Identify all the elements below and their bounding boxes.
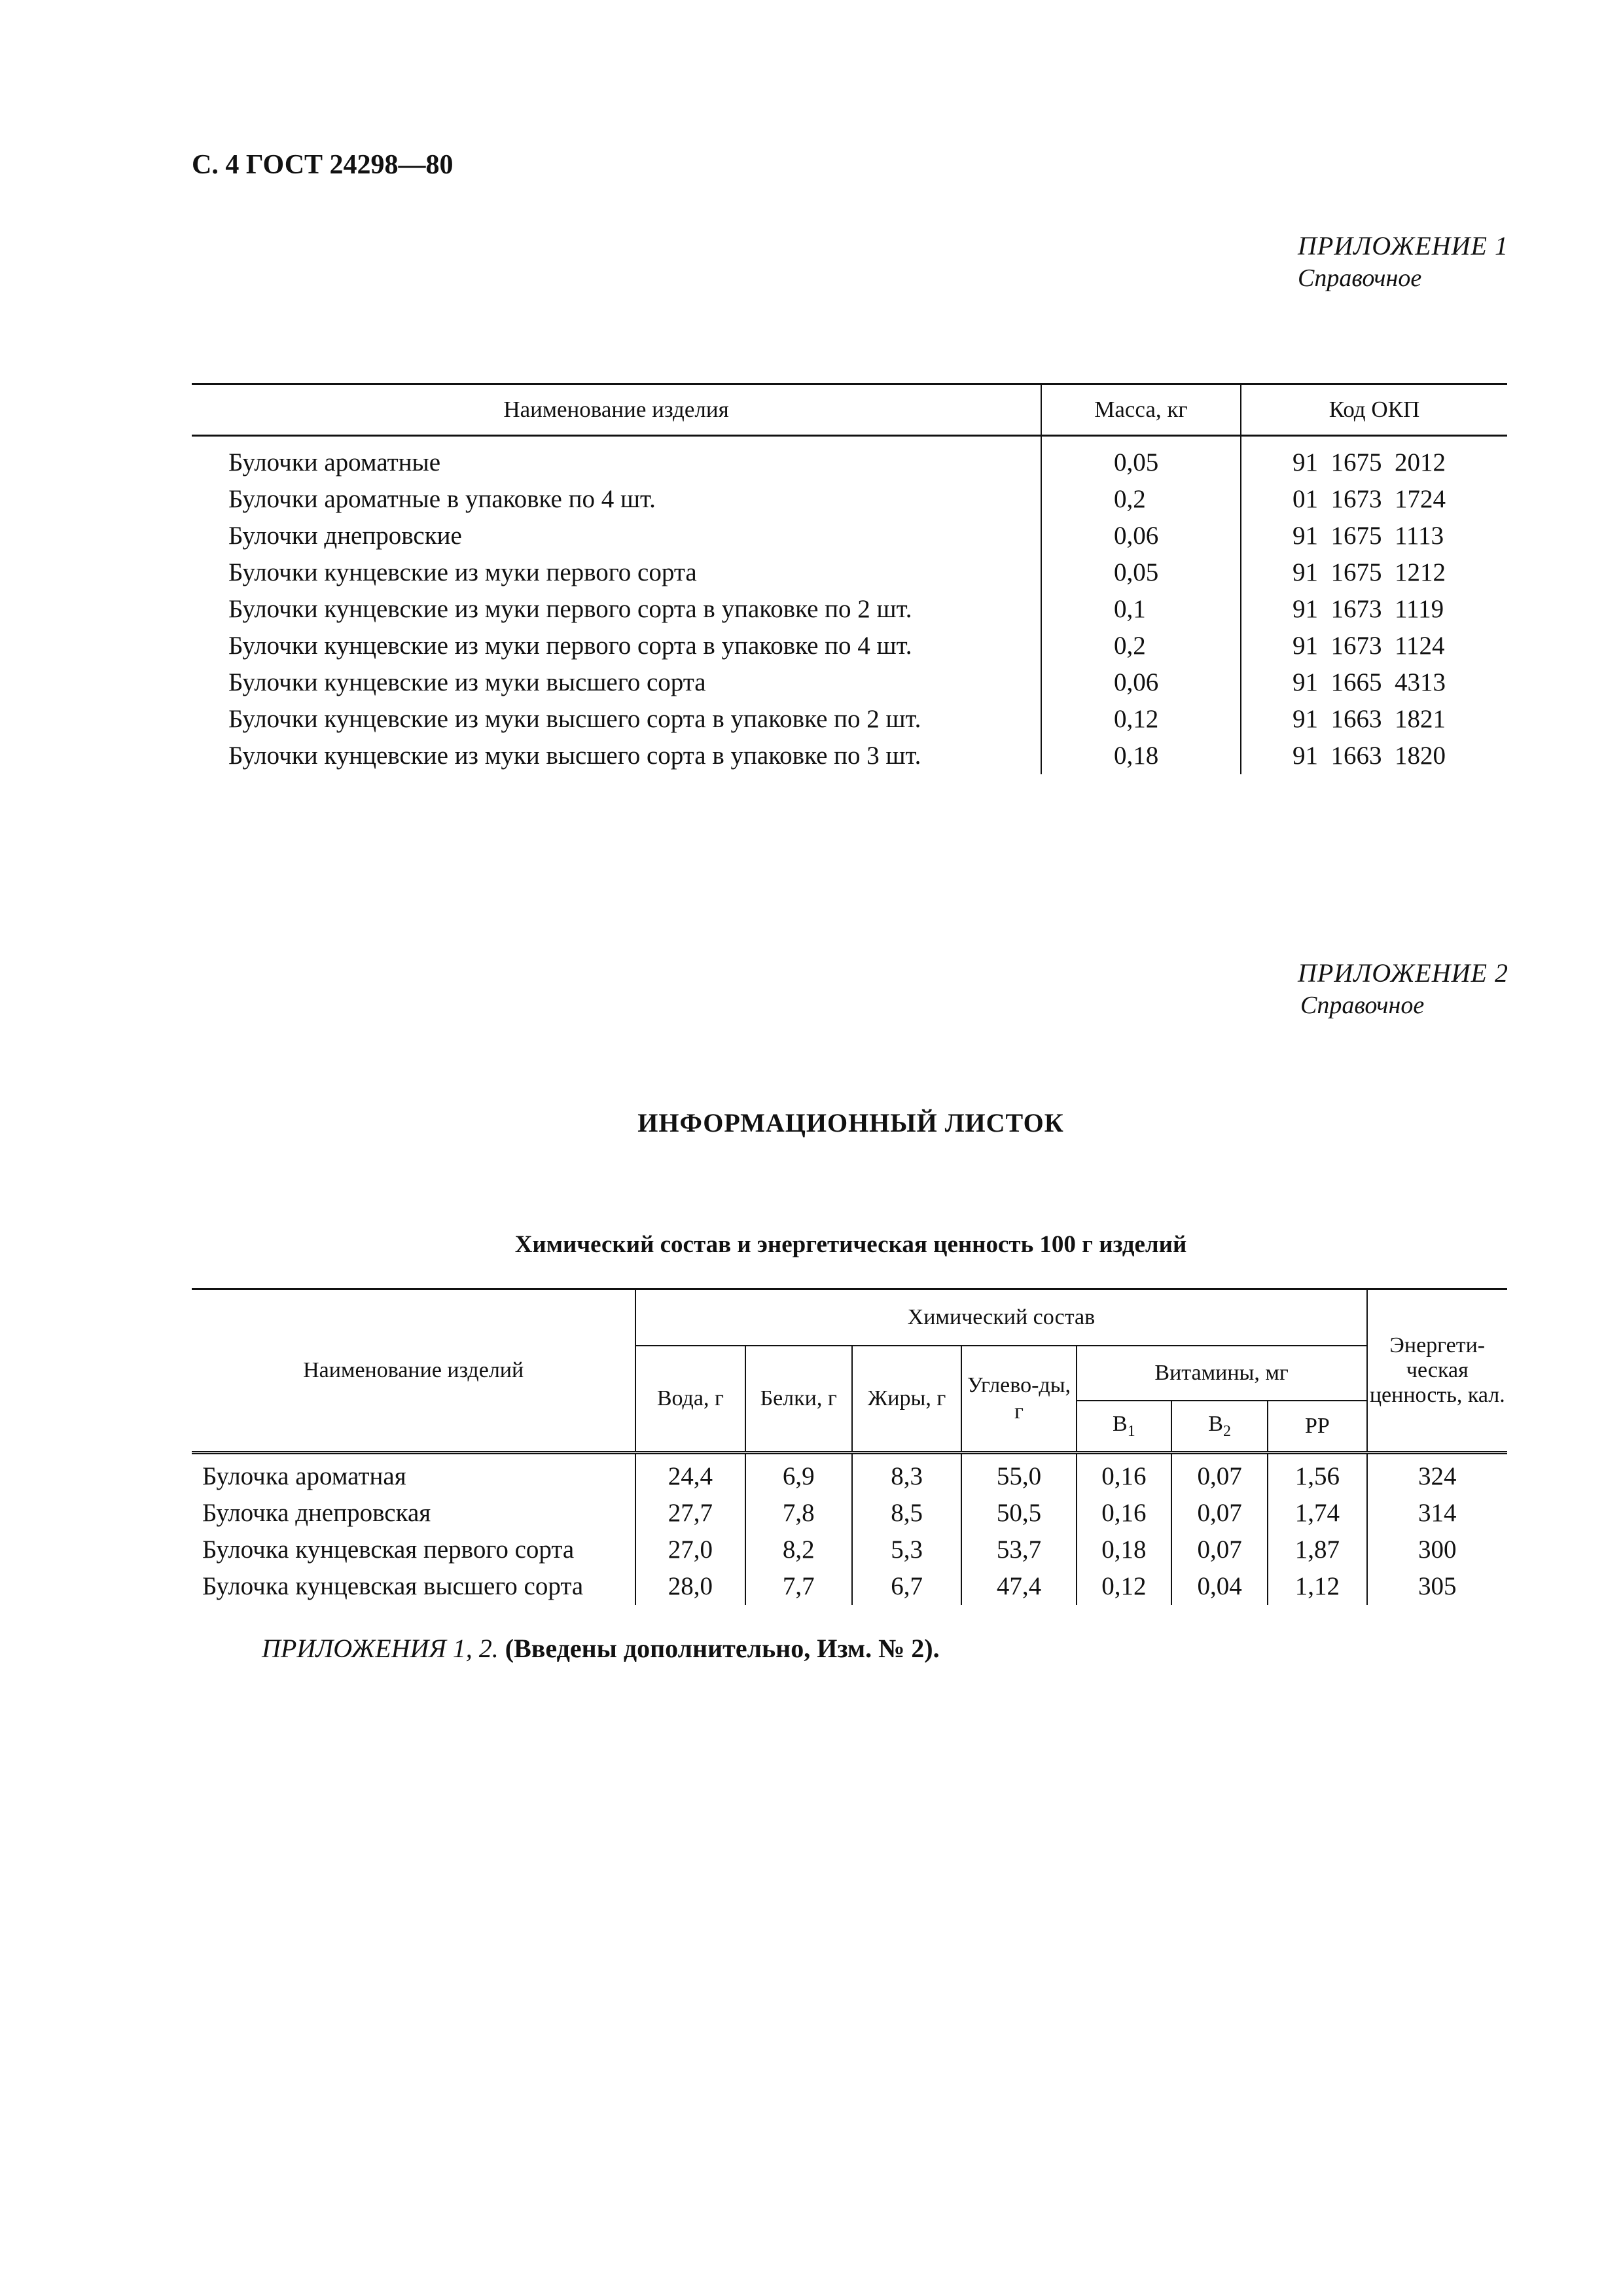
okp-code-cell: 91 1665 4313 <box>1241 664 1507 701</box>
appendix-1-label <box>1298 230 1508 293</box>
table-row <box>192 1495 1507 1532</box>
table-row <box>192 628 1507 664</box>
page-header: С. 4 ГОСТ 24298—80 <box>192 150 454 180</box>
mass-cell: 0,2 <box>1041 628 1241 664</box>
table-row <box>192 436 1507 482</box>
col-header-product-name: Наименование изделий <box>192 1289 635 1453</box>
mass-cell: 0,2 <box>1041 481 1241 518</box>
carbs-cell: 53,7 <box>961 1532 1076 1568</box>
b1-cell: 0,16 <box>1077 1495 1171 1532</box>
product-name-cell: Булочки днепровские <box>228 522 462 550</box>
product-name-cell: Булочки ароматные <box>228 448 441 476</box>
water-cell: 27,0 <box>635 1532 745 1568</box>
product-name-cell: Булочки кунцевские из муки первого сорта <box>228 558 697 586</box>
table-row <box>192 664 1507 701</box>
mass-cell: 0,05 <box>1041 554 1241 591</box>
col-header-protein: Белки, г <box>745 1346 852 1453</box>
carbs-cell: 55,0 <box>961 1453 1076 1496</box>
col-header-carbs: Углево-ды, г <box>961 1346 1076 1453</box>
table-row <box>192 591 1507 628</box>
col-header-b2: $В_2$ <box>1171 1401 1268 1453</box>
table2-caption: Химический состав и энергетическая ценность 100 г изделий <box>514 1231 1187 1258</box>
protein-cell: 6,9 <box>745 1453 852 1496</box>
b1-cell: 0,12 <box>1077 1568 1171 1605</box>
b2-cell: 0,04 <box>1171 1568 1268 1605</box>
chemical-composition-table <box>192 1288 1507 1605</box>
table-row <box>192 1568 1507 1605</box>
pp-cell: 1,74 <box>1268 1495 1366 1532</box>
mass-cell: 0,05 <box>1041 436 1241 482</box>
okp-code-cell: 91 1673 1124 <box>1241 628 1507 664</box>
product-name-cell: Булочки ароматные в упаковке по 4 шт. <box>228 485 656 513</box>
energy-cell: 300 <box>1367 1532 1507 1568</box>
product-name-cell: Булочки кунцевские из муки первого сорта в упаковке по 2 шт. <box>228 595 912 623</box>
b2-cell: 0,07 <box>1171 1532 1268 1568</box>
water-cell: 24,4 <box>635 1453 745 1496</box>
col-header-mass: Масса, кг <box>1041 384 1241 436</box>
mass-cell: 0,06 <box>1041 518 1241 554</box>
col-header-fat: Жиры, г <box>852 1346 961 1453</box>
mass-cell: 0,1 <box>1041 591 1241 628</box>
col-header-energy: Энергети-ческая ценность, кал. <box>1367 1289 1507 1453</box>
col-header-water: Вода, г <box>635 1346 745 1453</box>
product-name-cell: Булочка кунцевская первого сорта <box>202 1535 575 1564</box>
appendix-2-label <box>1298 958 1508 1020</box>
col-header-pp: РР <box>1268 1401 1366 1453</box>
okp-code-cell: 91 1675 2012 <box>1241 436 1507 482</box>
mass-cell: 0,06 <box>1041 664 1241 701</box>
energy-cell: 305 <box>1367 1568 1507 1605</box>
col-group-vitamins: Витамины, мг <box>1077 1346 1367 1401</box>
okp-code-cell: 91 1675 1212 <box>1241 554 1507 591</box>
footnote-ref: ПРИЛОЖЕНИЯ 1, 2. <box>262 1634 499 1663</box>
water-cell: 27,7 <box>635 1495 745 1532</box>
product-name-cell: Булочка днепровская <box>202 1499 431 1527</box>
table-row <box>192 518 1507 554</box>
okp-code-cell: 91 1675 1113 <box>1241 518 1507 554</box>
col-header-b1: $В_1$ <box>1077 1401 1171 1453</box>
protein-cell: 8,2 <box>745 1532 852 1568</box>
table-row <box>192 1532 1507 1568</box>
table-row <box>192 1453 1507 1496</box>
pp-cell: 1,56 <box>1268 1453 1366 1496</box>
table-row <box>192 701 1507 738</box>
energy-cell: 314 <box>1367 1495 1507 1532</box>
fat-cell: 5,3 <box>852 1532 961 1568</box>
product-name-cell: Булочки кунцевские из муки высшего сорта <box>228 668 706 696</box>
water-cell: 28,0 <box>635 1568 745 1605</box>
table-row <box>192 738 1507 774</box>
table-row <box>192 481 1507 518</box>
appendix-1-title: ПРИЛОЖЕНИЕ 1 <box>1298 231 1508 260</box>
protein-cell: 7,7 <box>745 1568 852 1605</box>
fat-cell: 6,7 <box>852 1568 961 1605</box>
protein-cell: 7,8 <box>745 1495 852 1532</box>
energy-cell: 324 <box>1367 1453 1507 1496</box>
okp-code-cell: 91 1673 1119 <box>1241 591 1507 628</box>
okp-code-cell: 91 1663 1821 <box>1241 701 1507 738</box>
pp-cell: 1,12 <box>1268 1568 1366 1605</box>
footnote <box>262 1633 940 1664</box>
appendix-2-subtitle: Справочное <box>1300 992 1425 1019</box>
col-group-chemical: Химический состав <box>635 1289 1366 1346</box>
col-header-name: Наименование изделия <box>192 384 1041 436</box>
product-name-cell: Булочка кунцевская высшего сорта <box>202 1572 584 1600</box>
appendix-2-title: ПРИЛОЖЕНИЕ 2 <box>1298 958 1508 988</box>
product-name-cell: Булочки кунцевские из муки высшего сорта в упаковке по 2 шт. <box>228 705 921 733</box>
b1-cell: 0,18 <box>1077 1532 1171 1568</box>
mass-cell: 0,12 <box>1041 701 1241 738</box>
b2-cell: 0,07 <box>1171 1453 1268 1496</box>
table-row <box>192 554 1507 591</box>
mass-cell: 0,18 <box>1041 738 1241 774</box>
pp-cell: 1,87 <box>1268 1532 1366 1568</box>
product-name-cell: Булочка ароматная <box>202 1462 406 1490</box>
b1-cell: 0,16 <box>1077 1453 1171 1496</box>
okp-code-table <box>192 383 1507 774</box>
carbs-cell: 47,4 <box>961 1568 1076 1605</box>
fat-cell: 8,3 <box>852 1453 961 1496</box>
okp-code-cell: 01 1673 1724 <box>1241 481 1507 518</box>
okp-code-cell: 91 1663 1820 <box>1241 738 1507 774</box>
col-header-code: Код ОКП <box>1241 384 1507 436</box>
appendix-1-subtitle: Справочное <box>1298 264 1422 292</box>
info-sheet-title: ИНФОРМАЦИОННЫЙ ЛИСТОК <box>637 1108 1064 1138</box>
footnote-note: (Введены дополнительно, Изм. № 2). <box>505 1634 940 1663</box>
b2-cell: 0,07 <box>1171 1495 1268 1532</box>
product-name-cell: Булочки кунцевские из муки высшего сорта в упаковке по 3 шт. <box>228 742 921 770</box>
fat-cell: 8,5 <box>852 1495 961 1532</box>
carbs-cell: 50,5 <box>961 1495 1076 1532</box>
product-name-cell: Булочки кунцевские из муки первого сорта в упаковке по 4 шт. <box>228 632 912 660</box>
